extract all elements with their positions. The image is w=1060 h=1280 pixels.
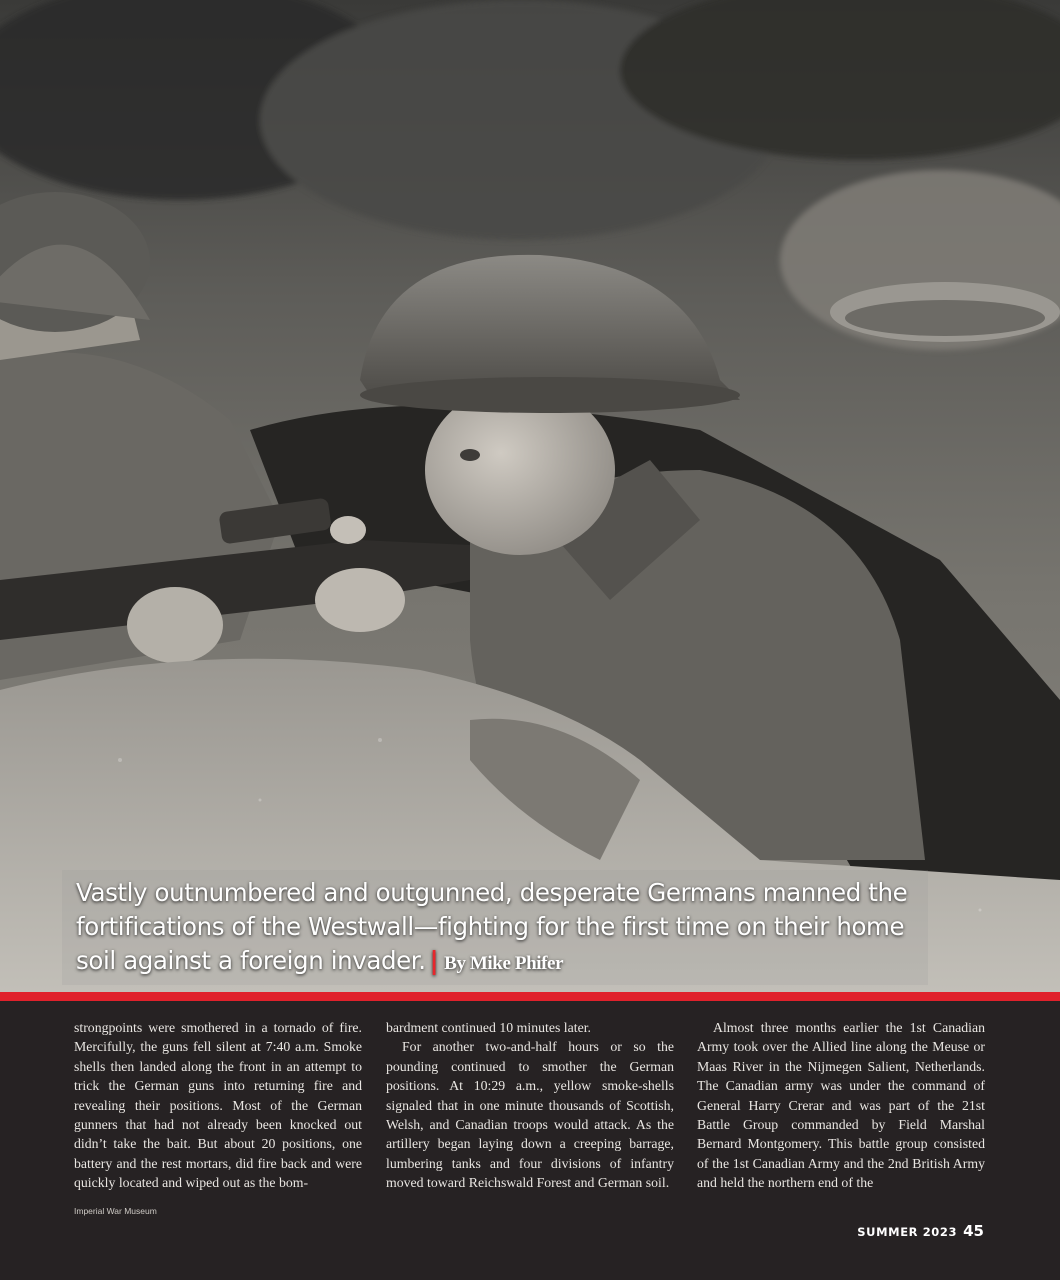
page-number: 45 — [963, 1222, 984, 1240]
paragraph: strongpoints were smothered in a tornado of fire. Mercifully, the guns fell silent at 7:40 a.m. Smoke shells then landed along the front in an attempt to trick the German guns into returning fire and revealing their positions. Most of the German gunners that had not already been knocked out didn’t take the bait. But about 20 positions, one battery and the rest mortars, did fire back and were quickly located and wiped out as the bom- — [74, 1020, 362, 1191]
paragraph: For another two-and-half hours or so the pounding continued to smother the German positions. At 10:29 a.m., yellow smoke-shells signaled that in one minute thousands of Scottish, Welsh, and Canadian troops would attack. As the artillery began laying down a creeping barrage, lumbering tanks and four divisions of infantry moved toward Reichswald Forest and German soil. — [386, 1039, 674, 1191]
body-column-2 — [386, 1018, 674, 1193]
article-deck — [76, 876, 916, 981]
paragraph: Almost three months earlier the 1st Canadian Army took over the Allied line along the Meuse or Maas River in the Nijmegen Salient, Netherlands. The Canadian army was under the command of General Harry Crerar and was part of the 21st Battle Group commanded by Field Marshal Bernard Montgomery. This battle group consisted of the 1st Canadian Army and the 2nd British Army and held the northern end of the — [697, 1020, 985, 1191]
red-divider-rule — [0, 992, 1060, 1001]
deck-separator: | — [429, 946, 439, 975]
body-column-3 — [697, 1018, 985, 1193]
body-column-1 — [74, 1018, 362, 1193]
deck-text: Vastly outnumbered and outgunned, desperate Germans manned the fortifications of the Westwall—fighting for the first time on their home soil against a foreign invader. — [76, 878, 908, 975]
byline: By Mike Phifer — [444, 953, 564, 974]
issue-label: SUMMER 2023 — [857, 1225, 958, 1239]
folio — [857, 1221, 984, 1240]
photo-credit: Imperial War Museum — [74, 1206, 157, 1216]
paragraph: bardment continued 10 minutes later. — [386, 1020, 591, 1035]
